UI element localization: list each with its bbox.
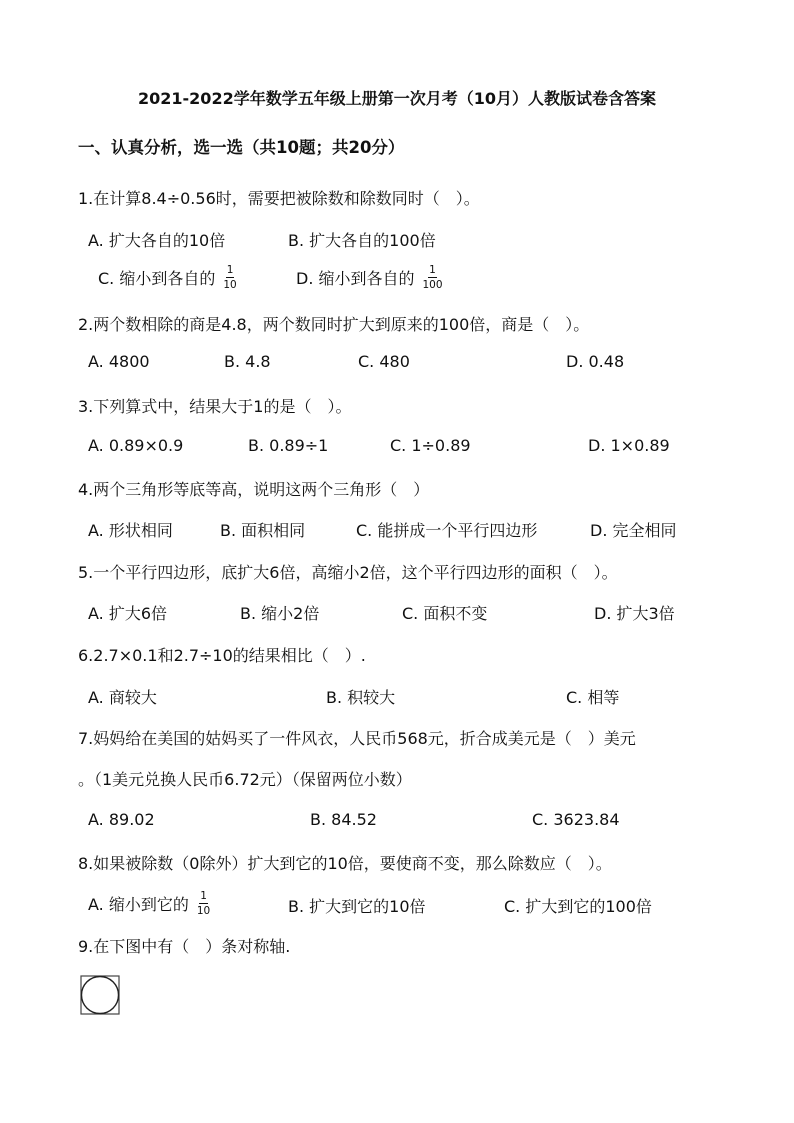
option-5a: A. 扩大6倍 [88,604,168,623]
option-3a: A. 0.89×0.9 [88,436,184,455]
option-8b: B. 扩大到它的10倍 [288,897,426,916]
option-8c: C. 扩大到它的100倍 [504,897,652,916]
option-7a: A. 89.02 [88,810,155,829]
option-3d: D. 1×0.89 [588,436,670,455]
fraction: $\frac{1}{100}$ [422,263,443,291]
question-5: 5.一个平行四边形，底扩大6倍，高缩小2倍，这个平行四边形的面积（ ）。 [78,563,618,582]
question-1: 1.在计算8.4÷0.56时，需要把被除数和除数同时（ ）。 [78,189,480,208]
question-7: 7.妈妈给在美国的姑妈买了一件风衣，人民币568元，折合成美元是（ ）美元 [78,729,636,748]
option-3c: C. 1÷0.89 [390,436,471,455]
option-2d: D. 0.48 [566,352,625,371]
option-5d: D. 扩大3倍 [594,604,675,623]
question-4: 4.两个三角形等底等高，说明这两个三角形（ ） [78,480,430,499]
option-6b: B. 积较大 [326,688,396,707]
section-heading: 一、认真分析，选一选（共10题；共20分） [78,138,405,157]
option-5b: B. 缩小2倍 [240,604,320,623]
option-4c: C. 能拼成一个平行四边形 [356,521,538,540]
option-6a: A. 商较大 [88,688,157,707]
question-3: 3.下列算式中，结果大于1的是（ ）。 [78,397,352,416]
fraction: $\frac{1}{10}$ [223,263,237,291]
question-8: 8.如果被除数（0除外）扩大到它的10倍，要使商不变，那么除数应（ ）。 [78,854,612,873]
option-4b: B. 面积相同 [220,521,306,540]
question-9: 9.在下图中有（ ）条对称轴. [78,937,291,956]
option-1d: D. 缩小到各自的 $\frac{1}{100}$ [296,263,443,291]
option-4d: D. 完全相同 [590,521,677,540]
question-7-line2: 。（1美元兑换人民币6.72元）（保留两位小数） [78,770,412,789]
option-7b: B. 84.52 [310,810,377,829]
option-1a: A. 扩大各自的10倍 [88,231,226,250]
option-2b: B. 4.8 [224,352,271,371]
option-2a: A. 4800 [88,352,150,371]
option-3b: B. 0.89÷1 [248,436,329,455]
option-6c: C. 相等 [566,688,620,707]
question-2: 2.两个数相除的商是4.8，两个数同时扩大到原来的100倍，商是（ ）。 [78,315,590,334]
option-1c: C. 缩小到各自的 $\frac{1}{10}$ [98,263,237,291]
option-7c: C. 3623.84 [532,810,620,829]
option-4a: A. 形状相同 [88,521,173,540]
square-with-circle-figure [80,975,120,1015]
option-8a: A. 缩小到它的 $\frac{1}{10}$ [88,889,211,917]
page-title: 2021-2022学年数学五年级上册第一次月考（10月）人教版试卷含答案 [138,89,656,108]
option-5c: C. 面积不变 [402,604,488,623]
fraction: $\frac{1}{10}$ [196,889,211,917]
option-1b: B. 扩大各自的100倍 [288,231,436,250]
option-2c: C. 480 [358,352,410,371]
question-6: 6.2.7×0.1和2.7÷10的结果相比（ ）. [78,646,366,665]
